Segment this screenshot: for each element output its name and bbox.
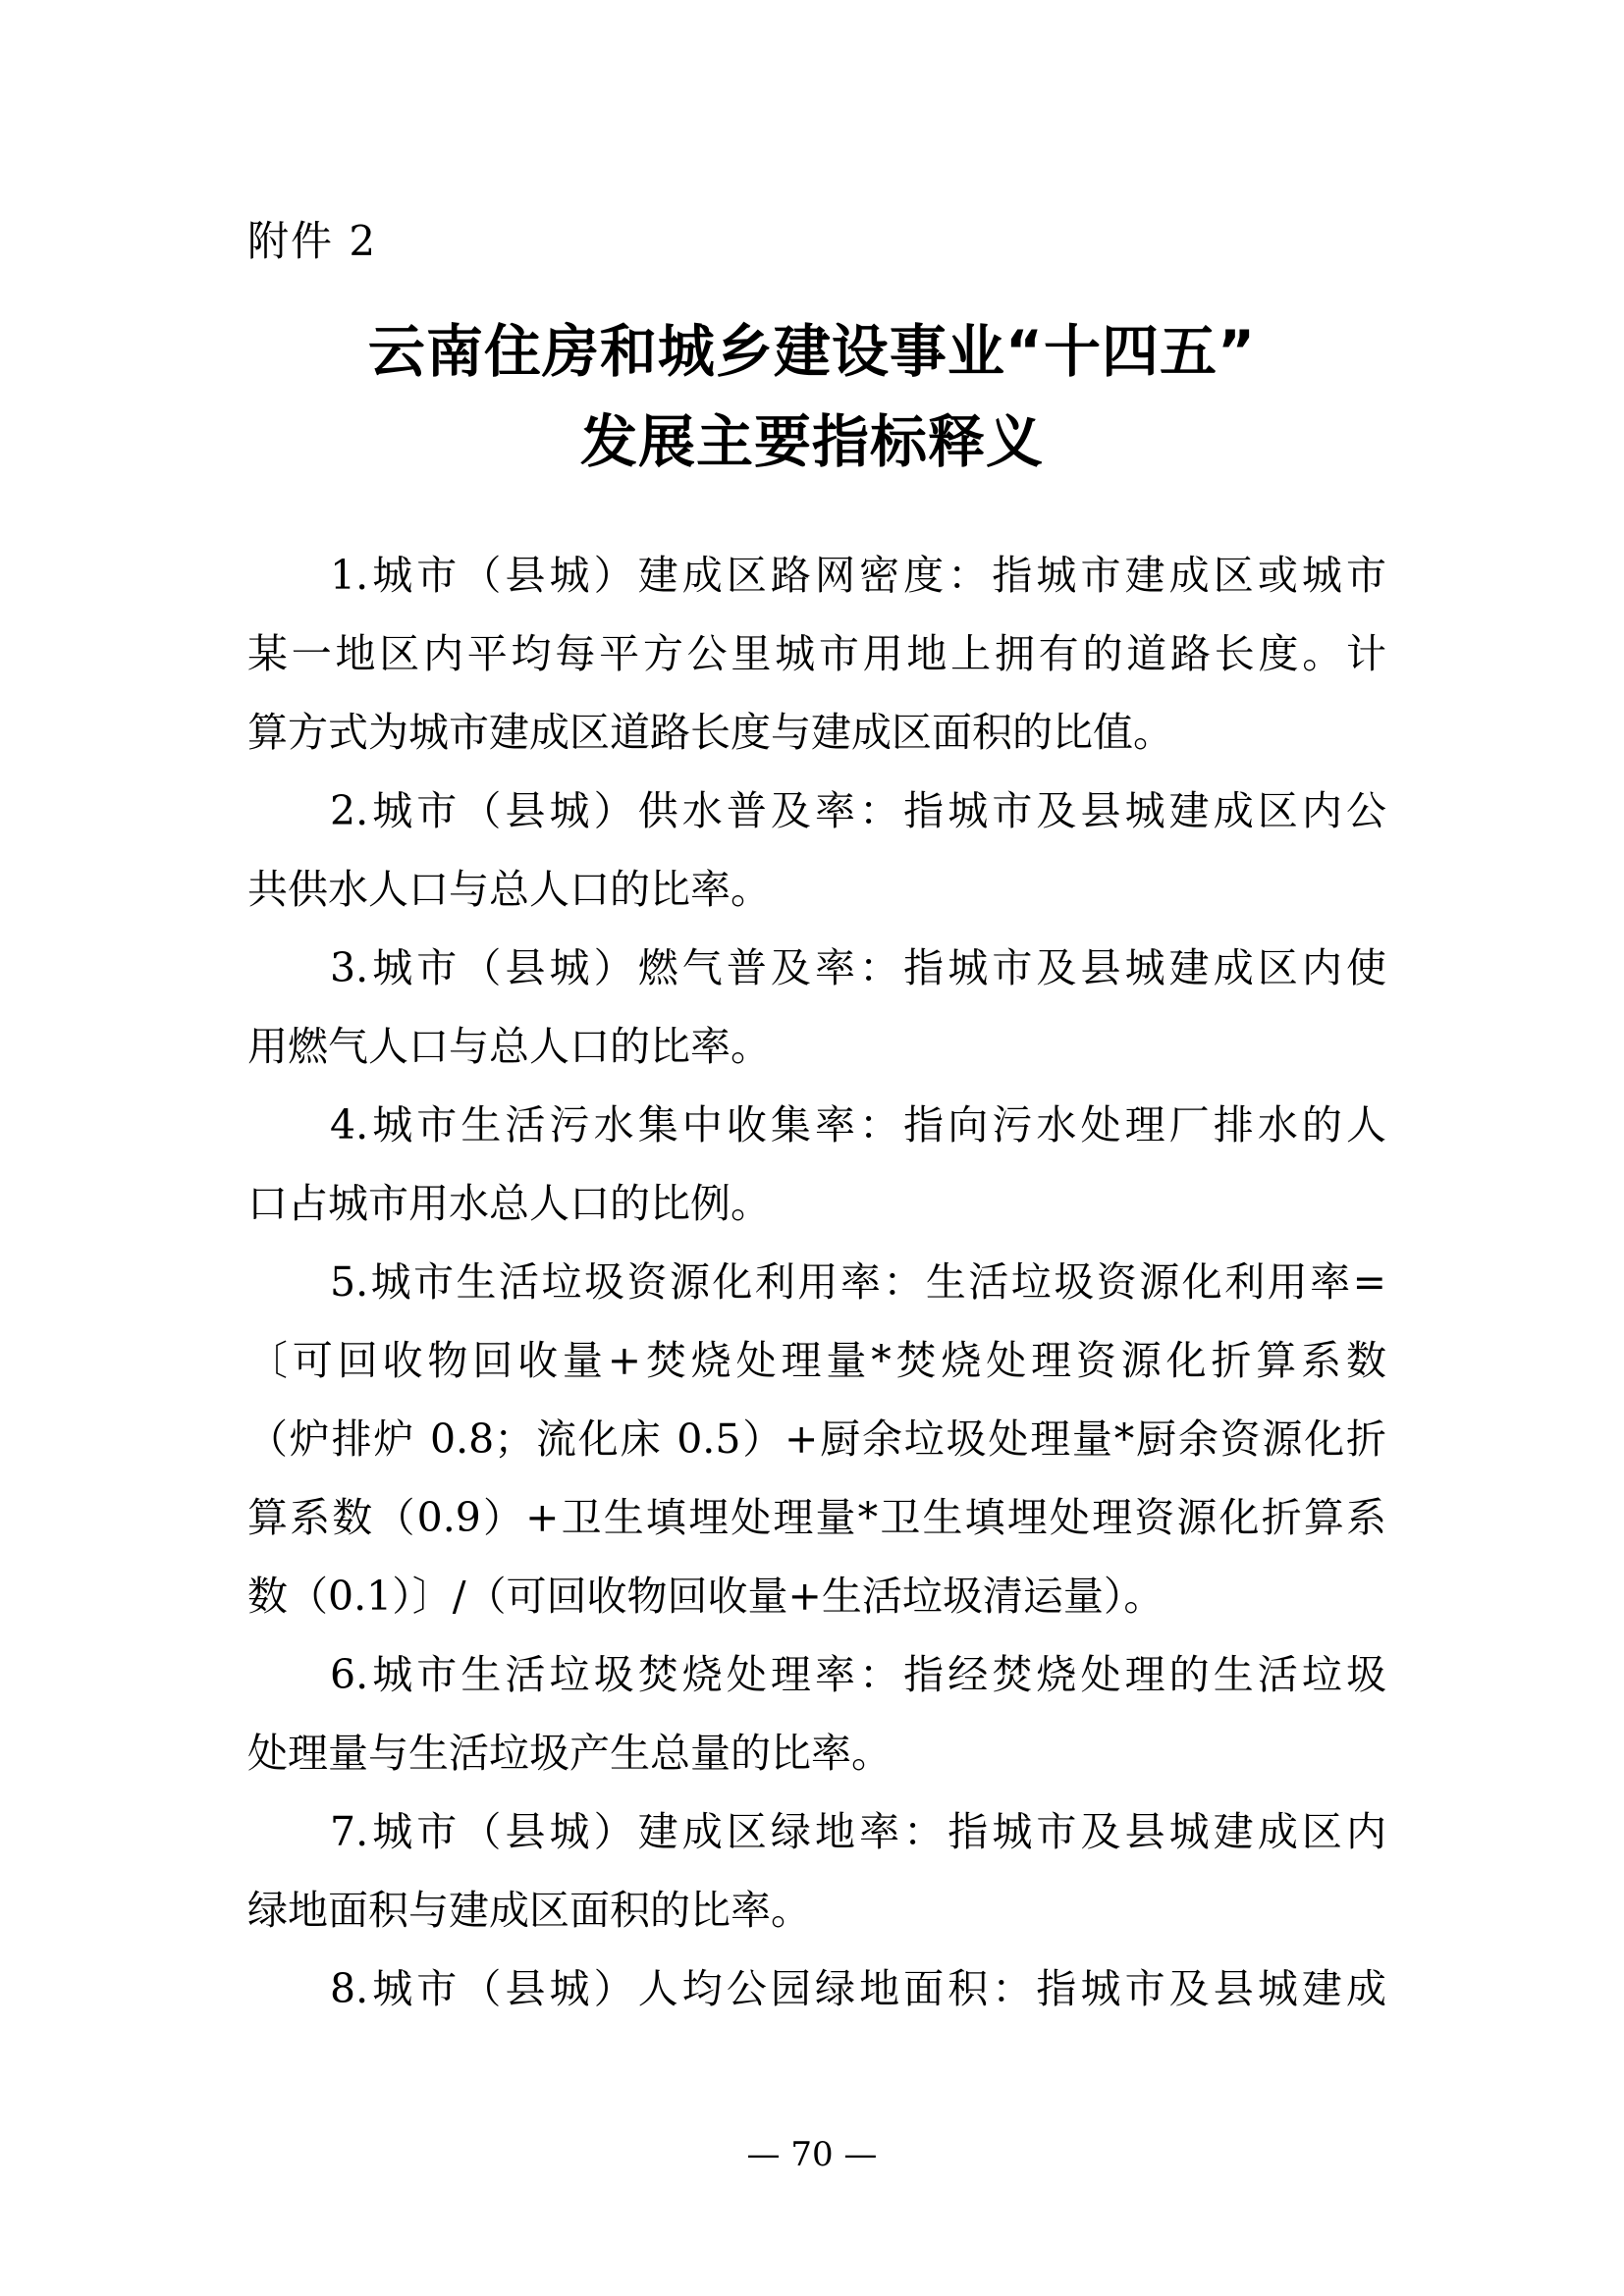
document-title-line-1: 云南住房和城乡建设事业“十四五” [367, 318, 1257, 385]
body-line: 8.城市（县城）人均公园绿地面积：指城市及县城建成 [330, 1965, 1386, 2012]
body-line: 处理量与生活垃圾产生总量的比率。 [247, 1730, 892, 1777]
body-line: 2.城市（县城）供水普及率：指城市及县城建成区内公 [330, 787, 1386, 834]
body-line: 〔可回收物回收量+焚烧处理量*焚烧处理资源化折算系数 [247, 1337, 1386, 1384]
body-line: 口占城市用水总人口的比例。 [247, 1180, 771, 1227]
body-line: 3.城市（县城）燃气普及率：指城市及县城建成区内使 [330, 944, 1386, 991]
body-line: 数（0.1）〕/（可回收物回收量+生活垃圾清运量）。 [247, 1573, 1164, 1620]
body-line: 用燃气人口与总人口的比率。 [247, 1023, 771, 1070]
body-line: 1.城市（县城）建成区路网密度：指城市建成区或城市 [330, 552, 1386, 599]
body-line: 7.城市（县城）建成区绿地率：指城市及县城建成区内 [330, 1808, 1386, 1855]
body-line: 4.城市生活污水集中收集率：指向污水处理厂排水的人 [330, 1101, 1386, 1148]
attachment-label: 附件 2 [247, 217, 378, 265]
body-line: 算方式为城市建成区道路长度与建成区面积的比值。 [247, 709, 1173, 756]
body-line: 6.城市生活垃圾焚烧处理率：指经焚烧处理的生活垃圾 [330, 1651, 1386, 1698]
body-line: 5.城市生活垃圾资源化利用率：生活垃圾资源化利用率= [330, 1258, 1386, 1306]
body-line: 算系数（0.9）+卫生填埋处理量*卫生填埋处理资源化折算系 [247, 1494, 1386, 1541]
body-line: （炉排炉 0.8；流化床 0.5）+厨余垃圾处理量*厨余资源化折 [247, 1415, 1386, 1463]
body-line: 某一地区内平均每平方公里城市用地上拥有的道路长度。计 [247, 630, 1386, 677]
page-number: — 70 — [746, 2135, 878, 2174]
document-title-line-2: 发展主要指标释义 [579, 408, 1044, 475]
body-line: 绿地面积与建成区面积的比率。 [247, 1887, 811, 1934]
body-line: 共供水人口与总人口的比率。 [247, 866, 771, 913]
